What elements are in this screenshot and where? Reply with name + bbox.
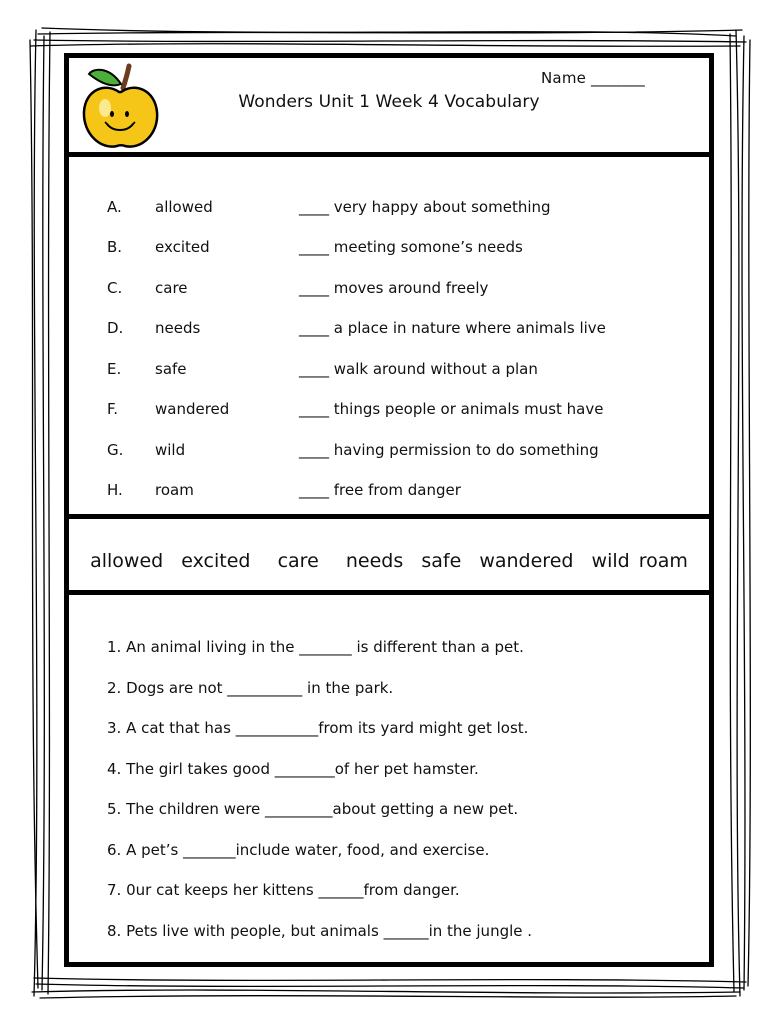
divider bbox=[69, 152, 709, 157]
sentence: 8. Pets live with people, but animals ______in the jungle . bbox=[107, 922, 533, 940]
divider bbox=[69, 590, 709, 595]
match-letter: F. bbox=[107, 400, 118, 418]
worksheet-header bbox=[69, 58, 709, 156]
match-definition: ____ moves around freely bbox=[299, 279, 489, 297]
match-letter: B. bbox=[107, 238, 123, 256]
match-word: roam bbox=[155, 481, 194, 499]
match-word: allowed bbox=[155, 198, 213, 216]
word-bank: allowed excited care needs safe wandered wild roam bbox=[90, 550, 688, 572]
match-letter: E. bbox=[107, 360, 122, 378]
match-definition: ____ things people or animals must have bbox=[299, 400, 604, 418]
sentence: 7. 0ur cat keeps her kittens ______from danger. bbox=[107, 881, 460, 899]
match-definition: ____ free from danger bbox=[299, 481, 461, 499]
sentence: 4. The girl takes good ________of her pet hamster. bbox=[107, 760, 479, 778]
match-definition: ____ having permission to do something bbox=[299, 441, 599, 459]
match-letter: D. bbox=[107, 319, 124, 337]
worksheet-title: Wonders Unit 1 Week 4 Vocabulary bbox=[238, 92, 540, 112]
match-definition: ____ walk around without a plan bbox=[299, 360, 538, 378]
match-word: safe bbox=[155, 360, 187, 378]
worksheet-frame bbox=[64, 53, 714, 967]
sentence: 1. An animal living in the _______ is different than a pet. bbox=[107, 638, 524, 656]
divider bbox=[69, 514, 709, 519]
match-letter: A. bbox=[107, 198, 122, 216]
match-definition: ____ a place in nature where animals live bbox=[299, 319, 606, 337]
match-word: needs bbox=[155, 319, 201, 337]
match-word: wandered bbox=[155, 400, 230, 418]
match-word: excited bbox=[155, 238, 210, 256]
match-word: wild bbox=[155, 441, 186, 459]
name-field-label: Name _______ bbox=[541, 69, 645, 87]
match-definition: ____ very happy about something bbox=[299, 198, 551, 216]
sentence: 5. The children were _________about getting a new pet. bbox=[107, 800, 519, 818]
sentence: 2. Dogs are not __________ in the park. bbox=[107, 679, 394, 697]
match-definition: ____ meeting somone’s needs bbox=[299, 238, 523, 256]
match-letter: H. bbox=[107, 481, 123, 499]
sentence: 6. A pet’s _______include water, food, and exercise. bbox=[107, 841, 490, 859]
match-letter: C. bbox=[107, 279, 123, 297]
match-word: care bbox=[155, 279, 188, 297]
match-letter: G. bbox=[107, 441, 124, 459]
sentence: 3. A cat that has ___________from its yard might get lost. bbox=[107, 719, 529, 737]
